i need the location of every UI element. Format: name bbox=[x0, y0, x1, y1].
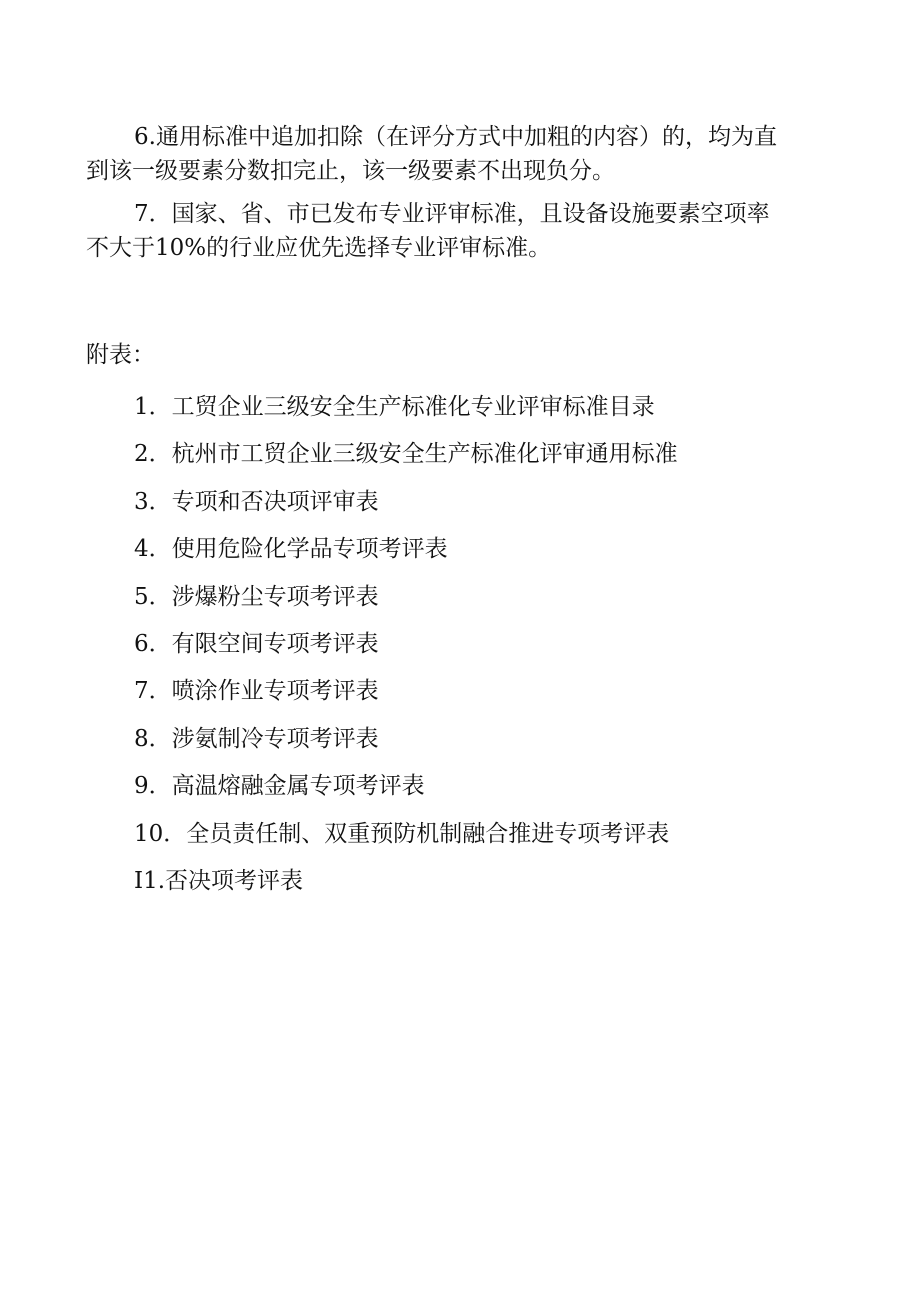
paragraph-line: 7．国家、省、市已发布专业评审标准，且设备设施要素空项率 bbox=[134, 201, 770, 227]
appendix-item: 8．涉氨制冷专项考评表 bbox=[134, 725, 379, 752]
appendix-item: 5．涉爆粉尘专项考评表 bbox=[134, 583, 379, 610]
appendix-item: 4．使用危险化学品专项考评表 bbox=[134, 536, 448, 563]
appendix-item: 9．高温熔融金属专项考评表 bbox=[134, 773, 425, 800]
paragraph-line: 到该一级要素分数扣完止，该一级要素不出现负分。 bbox=[86, 158, 615, 184]
paragraph-line: 不大于10%的行业应优先选择专业评审标准。 bbox=[86, 235, 552, 261]
appendix-item: 10．全员责任制、双重预防机制融合推进专项考评表 bbox=[134, 820, 670, 847]
appendix-item: 2．杭州市工贸企业三级安全生产标准化评审通用标准 bbox=[134, 441, 678, 468]
appendix-item: I1.否决项考评表 bbox=[134, 867, 304, 894]
paragraph-line: 6.通用标准中追加扣除（在评分方式中加粗的内容）的，均为直 bbox=[134, 124, 777, 150]
appendix-item: 1．工贸企业三级安全生产标准化专业评审标准目录 bbox=[134, 394, 655, 420]
appendix-heading: 附表： bbox=[86, 342, 155, 368]
paragraph-item-7 bbox=[86, 197, 836, 265]
appendix-item: 3．专项和否决项评审表 bbox=[134, 488, 379, 515]
appendix-item: 7．喷涂作业专项考评表 bbox=[134, 678, 379, 705]
paragraph-item-6 bbox=[86, 120, 836, 188]
appendix-item: 6．有限空间专项考评表 bbox=[134, 630, 379, 657]
appendix-list bbox=[134, 384, 678, 905]
